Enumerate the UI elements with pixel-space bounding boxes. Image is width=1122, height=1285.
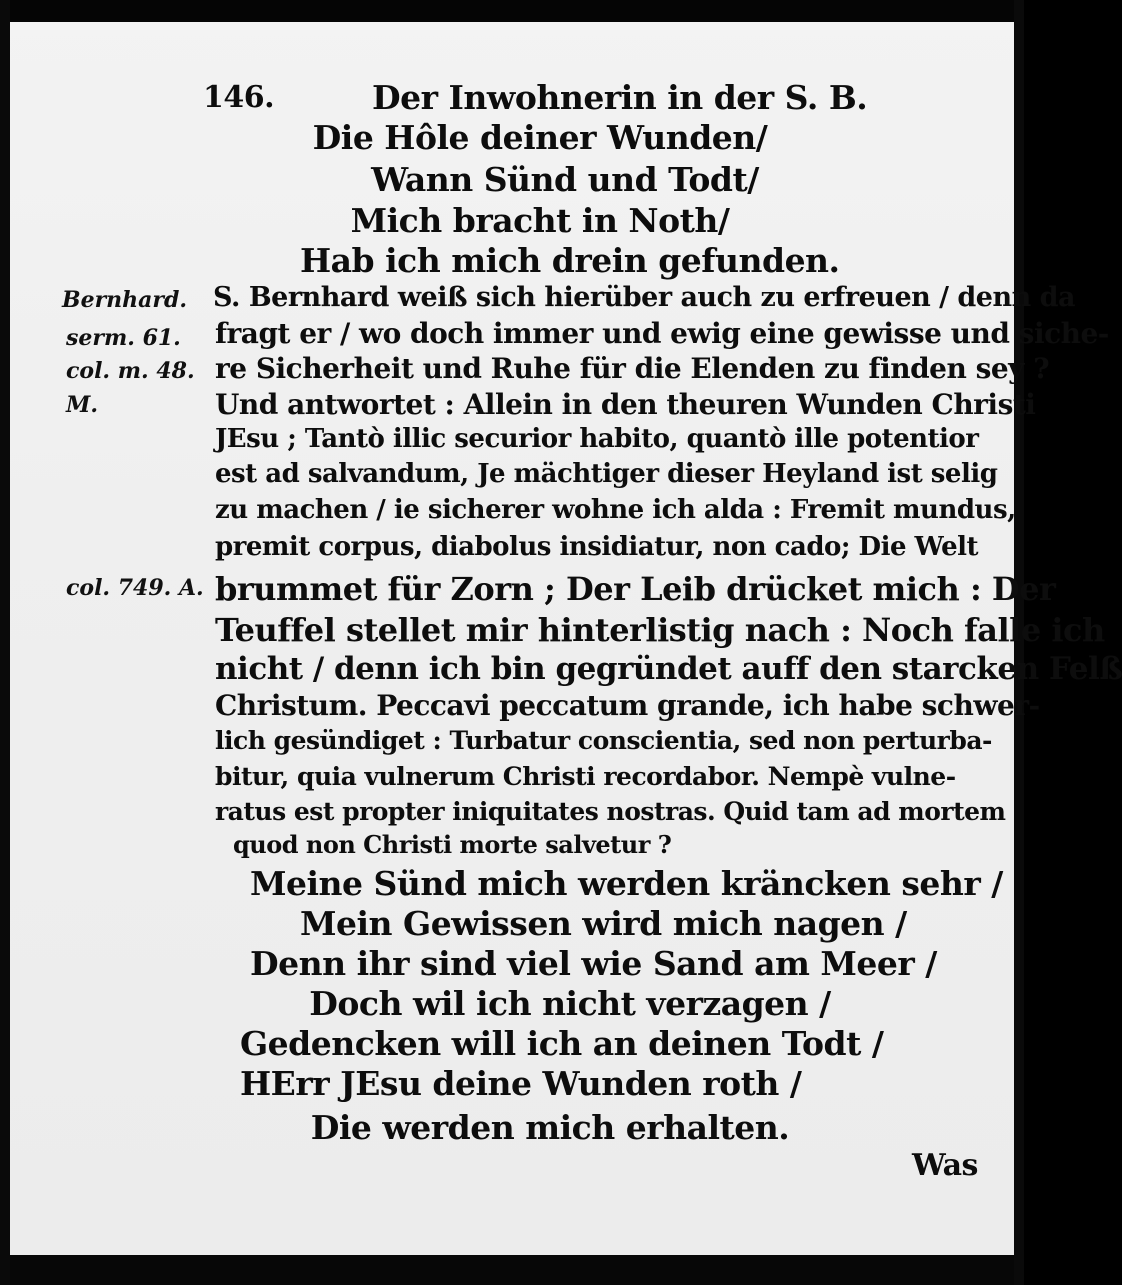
verse1-line: Die Hôle deiner Wunden/ [312,118,768,157]
verse2-line: Die werden mich erhalten. [310,1108,790,1147]
body-line: lich gesündiget : Turbatur conscientia, sed non perturba- [215,726,992,755]
body-line: JEsu ; Tantò illic securior habito, quantò ille potentior [215,424,979,454]
verse2-line: Denn ihr sind viel wie Sand am Meer / [250,944,937,983]
body-line: bitur, quia vulnerum Christi recordabor. Nempè vulne- [215,762,956,791]
scan-border-top [0,0,1024,22]
page-number: 146. [203,80,275,115]
verse1-line: Mich bracht in Noth/ [350,201,730,240]
body-line: brummet für Zorn ; Der Leib drücket mich : Der [215,570,1056,608]
verse1-line: Hab ich mich drein gefunden. [300,241,840,280]
body-line: est ad salvandum, Je mächtiger dieser Heyland ist selig [215,459,998,489]
body-line: zu machen / ie sicherer wohne ich alda : Fremit mundus, [215,495,1016,525]
body-line: quod non Christi morte salvetur ? [233,830,672,859]
body-line: fragt er / wo doch immer und ewig eine gewisse und siche- [215,317,1109,350]
margin-note: col. 749. A. [66,575,204,601]
body-line: Und antwortet : Allein in den theuren Wunden Christi [215,388,1036,421]
verse2-line: Doch wil ich nicht verzagen / [309,984,831,1023]
verse2-line: HErr JEsu deine Wunden roth / [240,1064,802,1103]
verse2-line: Mein Gewissen wird mich nagen / [300,904,907,943]
verse2-line: Meine Sünd mich werden kräncken sehr / [250,864,1003,903]
body-line: re Sicherheit und Ruhe für die Elenden zu finden sey ? [215,352,1050,385]
running-title: Der Inwohnerin in der S. B. [372,78,868,117]
body-line: ratus est propter iniquitates nostras. Quid tam ad mortem [215,797,1006,826]
margin-note: col. m. 48. [66,358,195,384]
margin-note: Bernhard. [62,287,188,313]
margin-note: M. [66,392,99,418]
scan-border-left [0,0,10,1285]
body-line: nicht / denn ich bin gegründet auff den starcken Felß [215,651,1122,687]
margin-note: serm. 61. [66,325,181,351]
verse1-line: Wann Sünd und Todt/ [371,160,759,199]
scan-border-bottom [0,1255,1024,1285]
verse2-line: Gedencken will ich an deinen Todt / [240,1024,884,1063]
body-line: Christum. Peccavi peccatum grande, ich habe schwer- [215,689,1040,722]
body-line: Teuffel stellet mir hinterlistig nach : Noch falle ich [215,611,1105,649]
body-line: premit corpus, diabolus insidiatur, non cado; Die Welt [215,532,979,562]
catchword: Was [912,1148,978,1183]
body-line: S. Bernhard weiß sich hierüber auch zu erfreuen / denn da [213,282,1076,313]
